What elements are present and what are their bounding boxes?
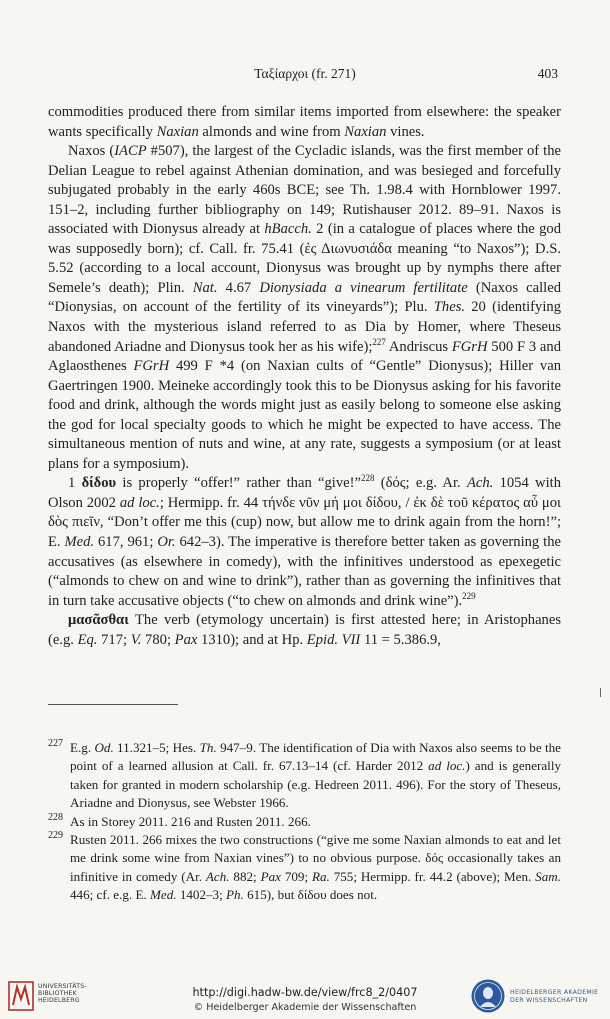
- footnote-number: 228: [48, 811, 63, 823]
- running-title: Ταξίαρχοι (fr. 271): [254, 66, 356, 81]
- footnote-228: [48, 813, 561, 831]
- paragraph-3: 1 δίδου is properly “offer!” rather than “give!”$^{228}$ (δός; e.g. Ar. Ach. 1054 with Olson 2002 ad loc.; Hermipp. fr. 44 τήνδε νῦν μή μοι δίδου, / ἐκ δὲ τοῦ κέρατος αὖ μοι δὸς πιεῖν, “Don’t offer me this (cup) now, but allow me to drink again from the horn!”; E. Med. 617, 961; Or. 642–3). The imperative is therefore better taken as governing the accusatives (as elsewhere in comedy), with the infinitives understood as epexegetic (“almonds to chew on and wine to drink”), rather than as governing the infinitives that in turn take accusative objects (“to chew on almonds and drink wine”).$^{229}$: [48, 473, 562, 609]
- footnote-rule: [48, 704, 178, 705]
- main-text: [48, 103, 561, 650]
- academy-seal-icon: [470, 978, 506, 1014]
- margin-mark: [600, 688, 601, 697]
- footnote-text: Rusten 2011. 266 mixes the two constructions (“give me some Naxian almonds to eat and let me drink some wine from Naxian vines”) to no obvious purpose. δός occasionally takes an infinitive in comedy (Ar. Ach. 882; Pax 709; Ra. 755; Hermipp. fr. 44.2 (above); Men. Sam. 446; cf. e.g. E. Med. 1402–3; Ph. 615), but δίδου does not.: [70, 832, 561, 903]
- university-library-name: UNIVERSITÄTS- BIBLIOTHEK HEIDELBERG: [38, 983, 87, 1005]
- running-header: [0, 66, 610, 86]
- page-number: 403: [537, 66, 558, 81]
- footnote-number: 229: [48, 830, 63, 842]
- footnote-229: [48, 831, 561, 905]
- footnote-number: 227: [48, 738, 63, 749]
- permalink-url[interactable]: http://digi.hadw-bw.de/view/frc8_2/0407: [192, 986, 418, 999]
- paragraph-1: commodities produced there from similar items imported from elsewhere: the speaker wants specifically Naxian almonds and wine from Naxian vines.: [48, 104, 561, 140]
- paragraph-2: Naxos (IACP #507), the largest of the Cycladic islands, was the first member of the Delian League to rebel against Athenian domination, and was besieged and forcefully subjugated probably in the early 460s BCE; see Th. 1.98.4 with Hornblower 1997. 151–2, including further bibliography on 149; Rutishauser 2012. 89–91. Naxos is associated with Dionysus already at hBacch. 2 (in a catalogue of places where the god was supposedly born); cf. Call. fr. 75.41 (ἐς Διωνυσιάδα meaning “to Naxos”); D.S. 5.52 (according to a local account, Dionysus was brought up by nymphs there after Semele’s death); Plin. Nat. 4.67 Dionysiada a vinearum fertilitate (Naxos called “Dionysias, on account of the fertility of its vineyards”); Plu. Thes. 20 (identifying Naxos with the mysterious island referred to as Dia by Homer, where Theseus abandoned Ariadne and Dionysus took her as his wife);$^{227}$ Andriscus FGrH 500 F 3 and Aglaosthenes FGrH 499 F *4 (on Naxian cults of “Gentle” Dionysus); Hiller van Gaertringen 1900. Meineke accordingly took this to be Dionysus asking for his favorite food and drink, although the words might just as easily belong to someone else asking the god for local specialty goods to which he might be expected to have access. The simultaneous mention of nuts and wine, at any rate, suggests a symposium (or at least plans for a symposium).: [48, 143, 562, 472]
- footnotes: [48, 739, 561, 905]
- paragraph-4: μασᾶσθαι The verb (etymology uncertain) is first attested here; in Aristophanes (e.g. Eq. 717; V. 780; Pax 1310); and at Hp. Epid. VII 11 = 5.386.9,: [48, 612, 561, 648]
- footnote-227: [48, 739, 561, 813]
- academy-name: HEIDELBERGER AKADEMIE DER WISSENSCHAFTEN: [510, 989, 599, 1004]
- copyright-notice: © Heidelberger Akademie der Wissenschaften: [193, 1002, 417, 1013]
- digitization-footer: [0, 975, 610, 1019]
- footnote-text: E.g. Od. 11.321–5; Hes. Th. 947–9. The identification of Dia with Naxos also seems to be the point of a learned allusion at Call. fr. 67.13–14 (cf. Harder 2012 ad loc.) and is generally taken for granted in modern scholarship (e.g. Hedreen 2011. 496). For the story of Theseus, Ariadne and Dionysus, see Webster 1966.: [70, 740, 561, 811]
- footnote-text: As in Storey 2011. 216 and Rusten 2011. 266.: [70, 813, 311, 829]
